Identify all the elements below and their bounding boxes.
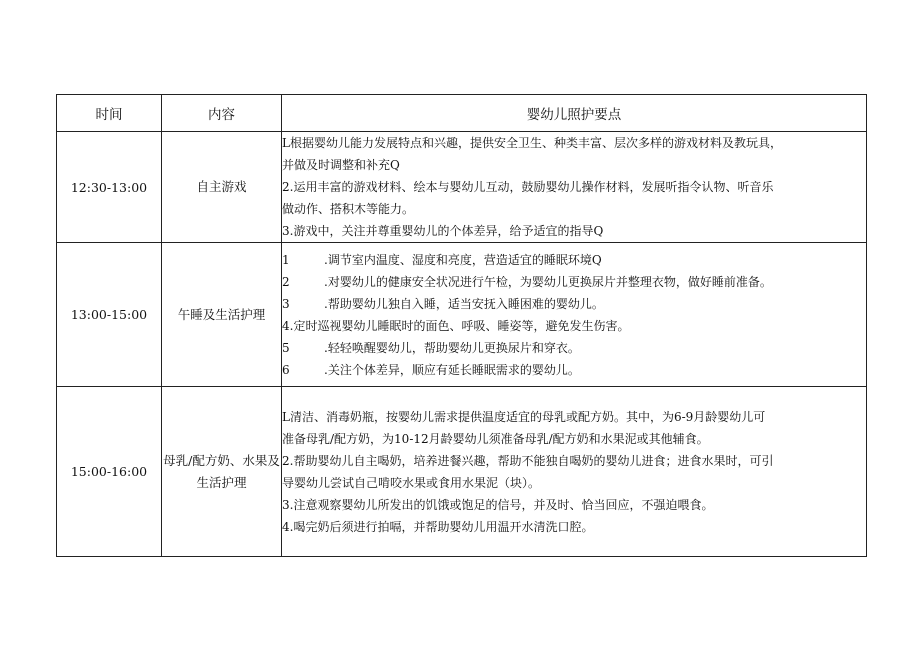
care-point-text: 导婴幼儿尝试自己啃咬水果或食用水果泥（块）。 <box>282 475 541 490</box>
care-point-text: L清洁、消毒奶瓶，按婴幼儿需求提供温度适宜的母乳或配方奶。其中，为6-9月龄婴幼儿可 <box>282 409 766 424</box>
care-point-text: L根据婴幼儿能力发展特点和兴趣，提供安全卫生、种类丰富、层次多样的游戏材料及教玩具， <box>282 136 782 150</box>
table-row <box>57 132 867 243</box>
care-points-cell <box>282 243 867 387</box>
care-point-text: 准备母乳/配方奶，为10-12月龄婴幼儿须准备母乳/配方奶和水果泥或其他辅食。 <box>282 431 709 446</box>
care-point-text: 3.注意观察婴幼儿所发出的饥饿或饱足的信号，并及时、恰当回应，不强迫喂食。 <box>282 497 714 512</box>
care-point-text: .关注个体差异，顺应有延长睡眠需求的婴幼儿。 <box>324 362 580 377</box>
header-care-points: 婴幼儿照护要点 <box>282 95 867 132</box>
care-point-line <box>282 176 866 198</box>
care-point-text: 做动作、搭积木等能力。 <box>282 202 415 216</box>
care-point-line <box>282 271 866 293</box>
care-point-line <box>282 315 866 337</box>
table-row <box>57 243 867 387</box>
care-point-text: 2.运用丰富的游戏材料、绘本与婴幼儿互动，鼓励婴幼儿操作材料，发展听指令认物、听音乐 <box>282 180 774 194</box>
header-time: 时间 <box>57 95 162 132</box>
care-point-line <box>282 359 866 381</box>
care-point-line <box>282 154 866 176</box>
care-point-number: 1 <box>282 252 290 267</box>
content-cell: 母乳/配方奶、水果及生活护理 <box>162 387 282 557</box>
care-point-line <box>282 450 866 472</box>
time-cell: 13:00-15:00 <box>57 243 162 387</box>
care-point-line <box>282 293 866 315</box>
care-point-line <box>282 337 866 359</box>
care-point-text: 并做及时调整和补充Q <box>282 158 400 172</box>
care-point-line <box>282 132 866 154</box>
care-point-text: 4.定时巡视婴幼儿睡眠时的面色、呼吸、睡姿等，避免发生伤害。 <box>282 318 630 333</box>
care-point-line <box>282 406 866 428</box>
care-point-line <box>282 428 866 450</box>
care-point-text: 3.游戏中，关注并尊重婴幼儿的个体差异，给予适宜的指导Q <box>282 224 604 238</box>
care-points-cell <box>282 132 867 243</box>
care-point-number: 2 <box>282 274 290 289</box>
care-point-number: 6 <box>282 362 290 377</box>
care-points-cell <box>282 387 867 557</box>
time-cell: 12:30-13:00 <box>57 132 162 243</box>
content-cell: 自主游戏 <box>162 132 282 243</box>
care-point-text: .对婴幼儿的健康安全状况进行午检，为婴幼儿更换尿片并整理衣物，做好睡前准备。 <box>324 274 772 289</box>
care-point-line <box>282 249 866 271</box>
care-point-line <box>282 198 866 220</box>
care-point-text: .调节室内温度、湿度和亮度，营造适宜的睡眠环境Q <box>324 252 602 267</box>
care-point-text: 4.喝完奶后须进行拍嗝，并帮助婴幼儿用温开水清洗口腔。 <box>282 519 594 534</box>
table-header-row <box>57 95 867 132</box>
content-cell: 午睡及生活护理 <box>162 243 282 387</box>
care-point-line <box>282 220 866 242</box>
header-content: 内容 <box>162 95 282 132</box>
care-point-number: 5 <box>282 340 290 355</box>
care-point-text: .轻轻唤醒婴幼儿，帮助婴幼儿更换尿片和穿衣。 <box>324 340 580 355</box>
care-point-text: 2.帮助婴幼儿自主喝奶，培养进餐兴趣，帮助不能独自喝奶的婴幼儿进食；进食水果时，可引 <box>282 453 774 468</box>
care-point-number: 3 <box>282 296 290 311</box>
table-row <box>57 387 867 557</box>
time-cell: 15:00-16:00 <box>57 387 162 557</box>
care-point-text: .帮助婴幼儿独自入睡，适当安抚入睡困难的婴幼儿。 <box>324 296 604 311</box>
care-point-line <box>282 516 866 538</box>
care-point-line <box>282 472 866 494</box>
care-point-line <box>282 494 866 516</box>
care-schedule-table <box>56 94 867 557</box>
